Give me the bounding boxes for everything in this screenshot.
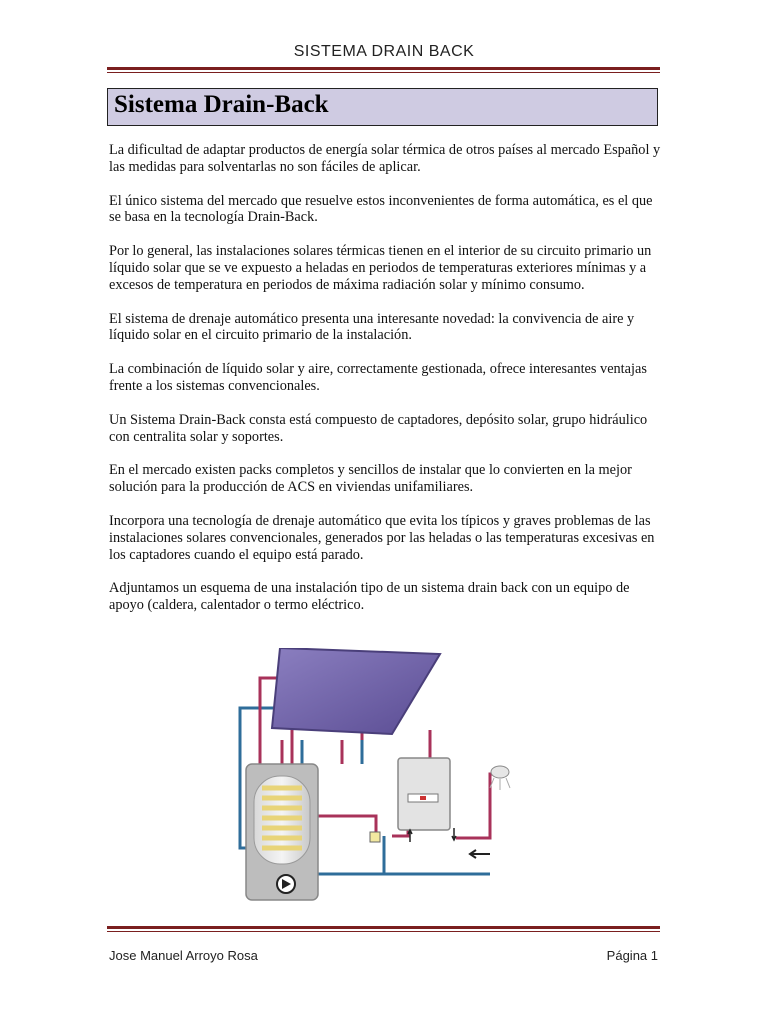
header-rule — [107, 67, 660, 70]
footer-rule — [107, 926, 660, 929]
shower-head — [490, 766, 510, 790]
paragraph: El único sistema del mercado que resuelve estos inconvenientes de forma automática, es el que se basa en la tecnología Drain-Back. — [109, 192, 653, 226]
paragraph: La combinación de líquido solar y aire, correctamente gestionada, ofrece interesantes ventajas frente a los sistemas convencionales. — [109, 361, 647, 394]
paragraph: Adjuntamos un esquema de una instalación tipo de un sistema drain back con un equipo de apoyo (caldera, calentador o termo eléctrico. — [109, 580, 630, 614]
body-text — [109, 142, 661, 631]
running-header: SISTEMA DRAIN BACK — [293, 43, 475, 60]
boiler — [398, 758, 450, 830]
mixing-valve — [370, 832, 380, 842]
paragraph: En el mercado existen packs completos y sencillos de instalar que lo convierten en la mejor solución para la producción de ACS en viviendas unifamiliares. — [109, 462, 632, 496]
drain-back-diagram — [232, 648, 532, 908]
paragraph: Incorpora una tecnología de drenaje automático que evita los típicos y graves problemas de las instalaciones solares convencionales, generados por las heladas o las temperaturas excesivas en los captadores cuando el equipo está parado. — [109, 512, 655, 563]
storage-tank — [246, 764, 318, 900]
section-title-box — [107, 88, 658, 126]
paragraph: El sistema de drenaje automático presenta una interesante novedad: la convivencia de aire y líquido solar en el circuito primario de la instalación. — [109, 310, 635, 344]
cold-water-inlet-arrow — [470, 850, 490, 858]
paragraph: La dificultad de adaptar productos de energía solar térmica de otros países al mercado Español y las medidas para solventarlas no son fáciles de aplicar. — [109, 142, 661, 175]
section-title: Sistema Drain-Back — [114, 91, 329, 118]
header-rule-thin — [107, 72, 660, 73]
footer-author: Jose Manuel Arroyo Rosa — [109, 948, 258, 963]
footer-page-number: Página 1 — [606, 948, 658, 963]
solar-collector — [272, 648, 440, 734]
footer-rule-thin — [107, 931, 660, 932]
paragraph: Por lo general, las instalaciones solares térmicas tienen en el interior de su circuito primario un líquido solar que se ve expuesto a heladas en periodos de temperaturas exteriores mínimas y a excesos de temperatura en periodos de máxima radiación solar y mínimo consumo. — [109, 243, 652, 293]
paragraph: Un Sistema Drain-Back consta está compuesto de captadores, depósito solar, grupo hidráulico con centralita solar y soportes. — [109, 411, 648, 445]
